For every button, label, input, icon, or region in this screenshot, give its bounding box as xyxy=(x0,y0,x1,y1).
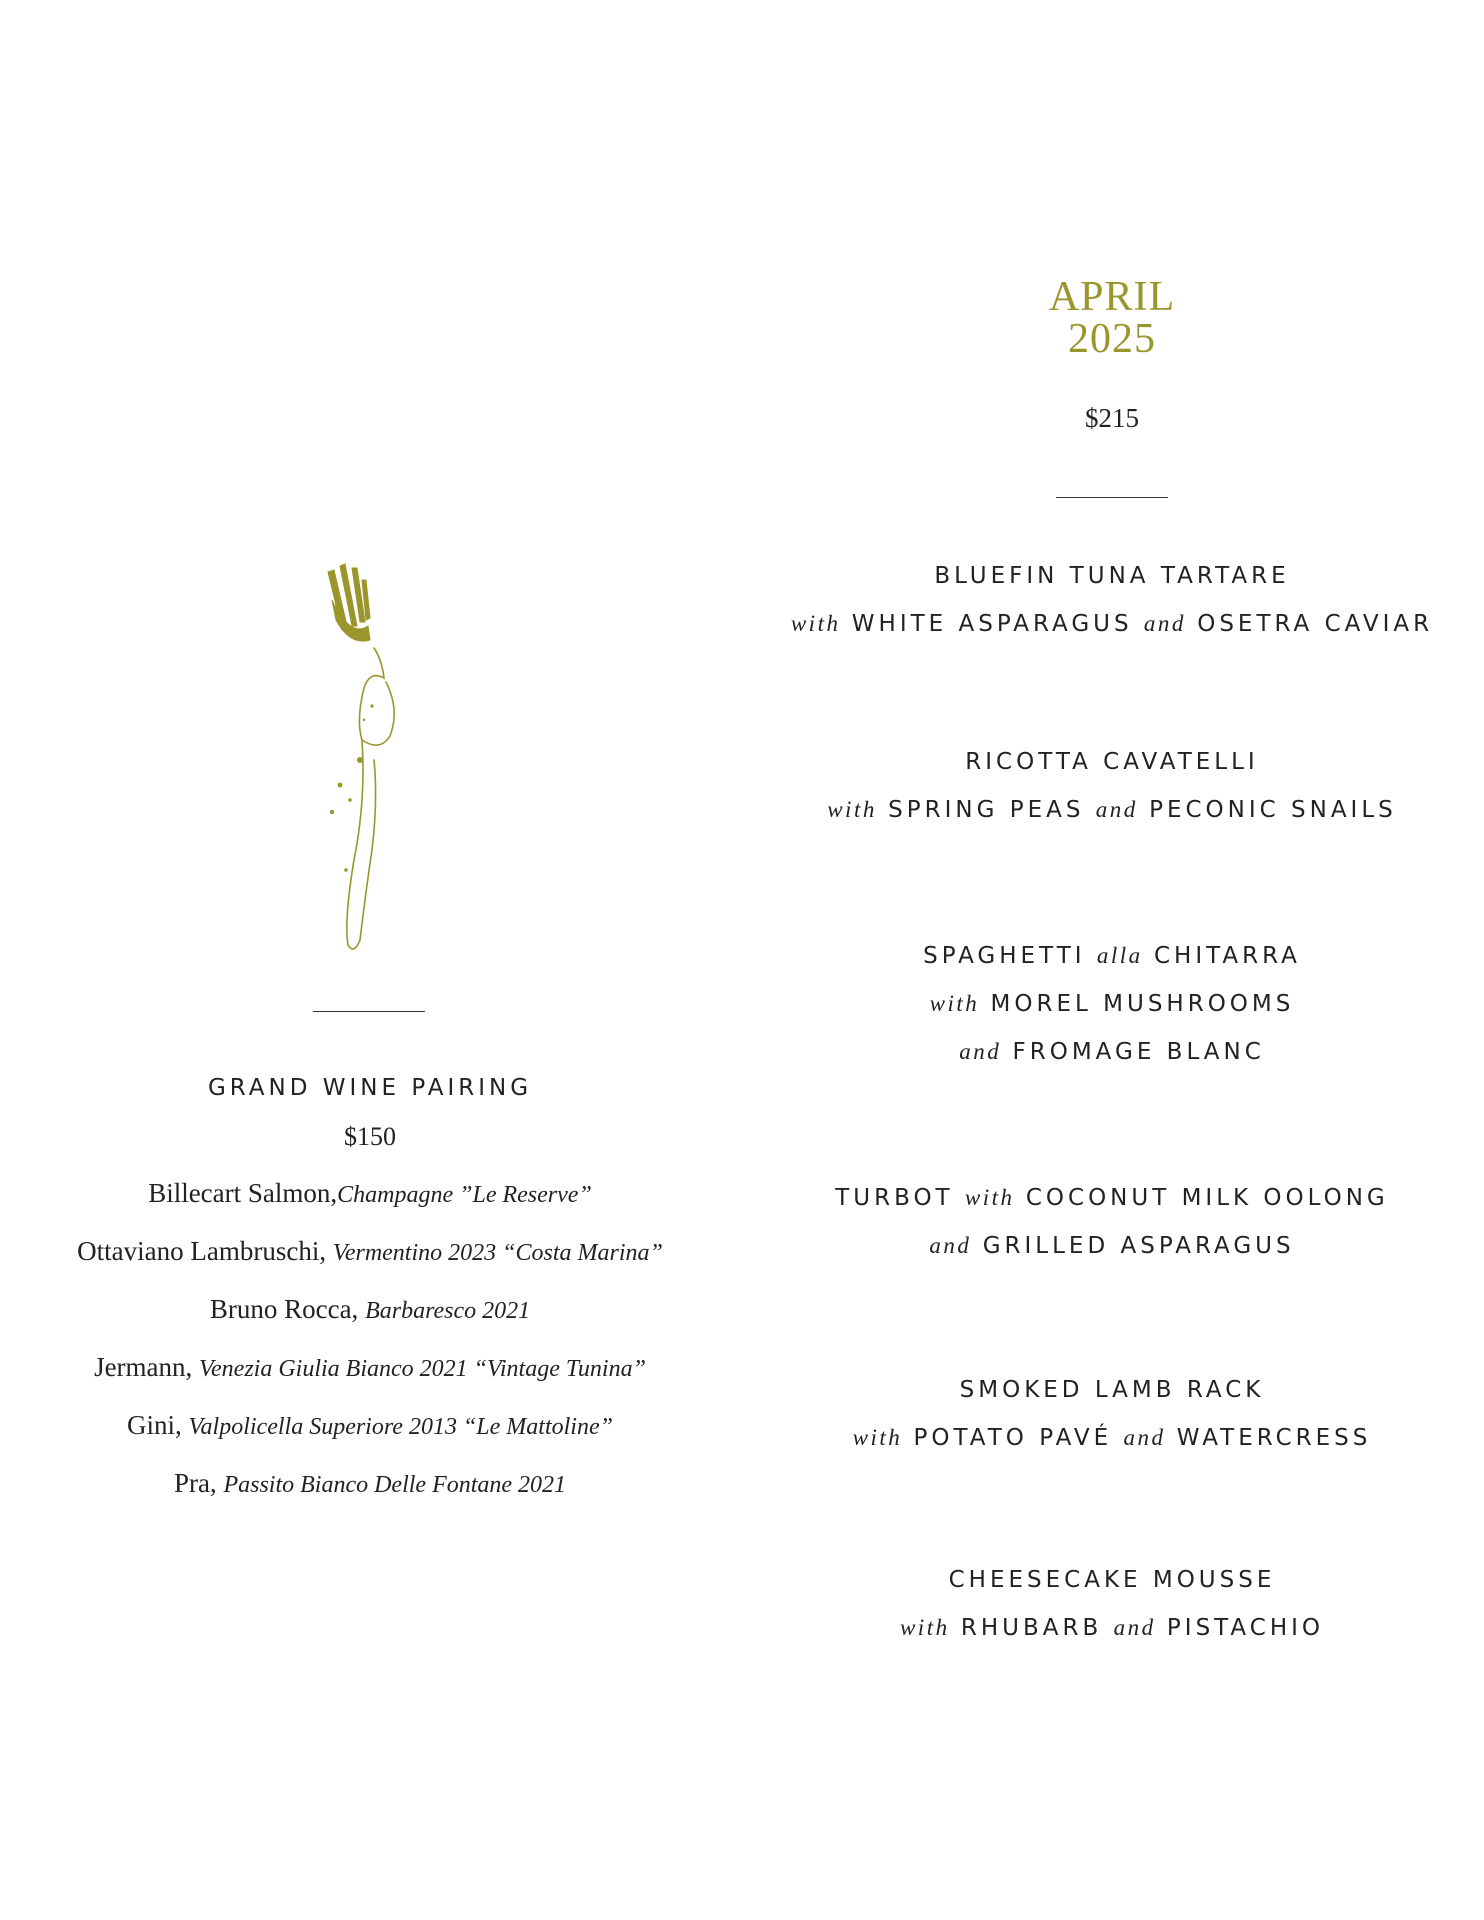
course-conjunction: and xyxy=(1143,611,1186,636)
course-text: RHUBARB xyxy=(949,1615,1114,1641)
course-item xyxy=(740,1566,1484,1662)
course-text: WATERCRESS xyxy=(1165,1425,1372,1451)
menu-month: APRIL xyxy=(1048,274,1176,320)
course-line xyxy=(740,942,1484,970)
wine-item xyxy=(0,1409,740,1467)
course-text: MOREL MUSHROOMS xyxy=(979,991,1295,1017)
course-conjunction: and xyxy=(1113,1615,1156,1640)
course-item xyxy=(740,1184,1484,1280)
tasting-menu-column xyxy=(740,0,1484,1920)
course-text: TURBOT xyxy=(835,1185,965,1211)
wine-item xyxy=(0,1351,740,1409)
wine-list xyxy=(0,1177,740,1525)
left-divider xyxy=(313,1011,425,1012)
course-text: POTATO PAVÉ xyxy=(902,1425,1124,1451)
course-line xyxy=(740,990,1484,1018)
course-line xyxy=(740,1614,1484,1642)
wine-name: Valpolicella Superiore 2013 “Le Mattoline” xyxy=(188,1414,613,1440)
course-conjunction: with xyxy=(790,611,841,636)
course-text: FROMAGE BLANC xyxy=(1001,1039,1265,1065)
course-text: CHITARRA xyxy=(1142,943,1301,969)
course-line xyxy=(740,1566,1484,1594)
wine-name: Champagne ”Le Reserve” xyxy=(337,1182,592,1208)
wine-item xyxy=(0,1467,740,1525)
course-conjunction: with xyxy=(964,1185,1015,1210)
course-conjunction: alla xyxy=(1096,943,1143,968)
course-line xyxy=(740,748,1484,776)
wine-producer: Gini, xyxy=(127,1410,189,1440)
wine-producer: Ottaviano Lambruschi, xyxy=(77,1236,333,1266)
wine-name: Venezia Giulia Bianco 2021 “Vintage Tunina” xyxy=(199,1356,646,1382)
wine-name: Vermentino 2023 “Costa Marina” xyxy=(332,1240,663,1266)
menu-date xyxy=(740,276,1484,360)
course-conjunction: and xyxy=(959,1039,1002,1064)
course-item xyxy=(740,1376,1484,1472)
course-line xyxy=(740,796,1484,824)
pairing-price: $150 xyxy=(344,1122,396,1151)
course-conjunction: and xyxy=(929,1233,972,1258)
course-text: BLUEFIN TUNA TARTARE xyxy=(934,563,1290,589)
course-text: CHEESECAKE MOUSSE xyxy=(948,1567,1276,1593)
wine-producer: Pra, xyxy=(173,1468,224,1498)
course-item xyxy=(740,942,1484,1086)
course-line xyxy=(740,562,1484,590)
course-item xyxy=(740,748,1484,844)
wine-item xyxy=(0,1235,740,1293)
course-conjunction: with xyxy=(899,1615,950,1640)
course-text: OSETRA CAVIAR xyxy=(1185,611,1434,637)
wine-producer: Bruno Rocca, xyxy=(209,1294,366,1324)
course-line xyxy=(740,1424,1484,1452)
menu-year: 2025 xyxy=(1068,316,1156,362)
wine-producer: Billecart Salmon, xyxy=(148,1178,338,1208)
course-text: WHITE ASPARAGUS xyxy=(840,611,1144,637)
course-text: GRILLED ASPARAGUS xyxy=(971,1233,1295,1259)
wine-name: Barbaresco 2021 xyxy=(365,1298,531,1324)
course-line xyxy=(740,1038,1484,1066)
course-conjunction: and xyxy=(1123,1425,1166,1450)
course-conjunction: with xyxy=(852,1425,903,1450)
course-text: SPAGHETTI xyxy=(923,943,1097,969)
course-conjunction: and xyxy=(1095,797,1138,822)
course-conjunction: with xyxy=(827,797,877,822)
course-item xyxy=(740,562,1484,658)
course-text: PECONIC SNAILS xyxy=(1137,797,1397,823)
menu-price: $215 xyxy=(1085,403,1139,433)
wine-item xyxy=(0,1293,740,1351)
right-divider xyxy=(1056,497,1168,498)
course-text: RICOTTA CAVATELLI xyxy=(965,749,1259,775)
course-text: PISTACHIO xyxy=(1155,1615,1325,1641)
course-line xyxy=(740,610,1484,638)
wine-name: Passito Bianco Delle Fontane 2021 xyxy=(223,1472,567,1498)
pairing-title: GRAND WINE PAIRING xyxy=(207,1075,533,1101)
course-line xyxy=(740,1232,1484,1260)
dripping-fork-icon xyxy=(320,560,420,980)
course-text: SMOKED LAMB RACK xyxy=(959,1377,1265,1403)
course-text: COCONUT MILK OOLONG xyxy=(1014,1185,1389,1211)
course-line xyxy=(740,1376,1484,1404)
course-text: SPRING PEAS xyxy=(876,797,1096,823)
wine-producer: Jermann, xyxy=(94,1352,200,1382)
course-line xyxy=(740,1184,1484,1212)
wine-item xyxy=(0,1177,740,1235)
course-conjunction: with xyxy=(929,991,980,1016)
wine-pairing-column xyxy=(0,0,740,1920)
